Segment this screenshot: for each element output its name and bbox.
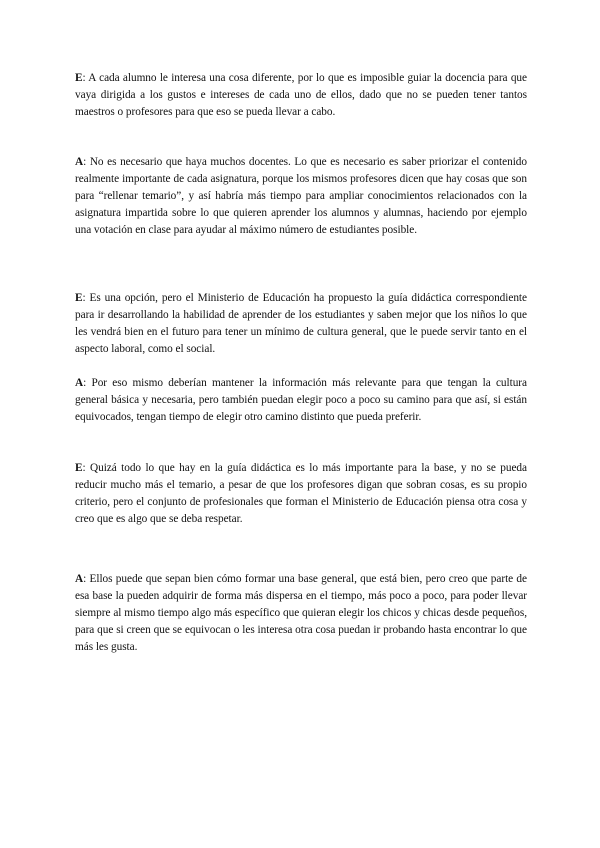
dialogue-paragraph bbox=[75, 154, 527, 239]
speaker-label: A bbox=[75, 156, 84, 168]
speaker-label: E bbox=[75, 462, 83, 474]
speaker-label: E bbox=[75, 72, 83, 84]
dialogue-paragraph bbox=[75, 375, 527, 426]
paragraph-text: : Es una opción, pero el Ministerio de Educación ha propuesto la guía didáctica correspondiente para ir desarrollando la habilidad de aprender de los estudiantes y saben mejor que los niños lo que les vendrá bien en el futuro para tener un mínimo de cultura general, que le puede servir tanto en el aspecto laboral, como el social. bbox=[75, 292, 527, 355]
speaker-label: E bbox=[75, 292, 83, 304]
paragraph-text: : No es necesario que haya muchos docentes. Lo que es necesario es saber priorizar el contenido realmente importante de cada asignatura, porque los mismos profesores dicen que hay cosas que son para “rellenar temario”, y así habría más tiempo para ampliar conocimientos relacionados con la asignatura impartida sobre lo que quieren aprender los alumnos y alumnas, haciendo por ejemplo una votación en clase para ayudar al máximo número de estudiantes posible. bbox=[75, 156, 527, 236]
paragraph-text: : Por eso mismo deberían mantener la información más relevante para que tengan la cultura general básica y necesaria, pero también puedan elegir poco a poco su camino para que así, si están equivocados, tengan tiempo de elegir otro camino distinto que pueda preferir. bbox=[75, 377, 527, 423]
dialogue-paragraph bbox=[75, 571, 527, 656]
speaker-label: A bbox=[75, 573, 84, 585]
dialogue-paragraph bbox=[75, 70, 527, 121]
paragraph-text: : A cada alumno le interesa una cosa diferente, por lo que es imposible guiar la docencia para que vaya dirigida a los gustos e intereses de cada uno de ellos, dado que no se pueden tener tantos maestros o profesores para que eso se pueda llevar a cabo. bbox=[75, 72, 527, 118]
paragraph-text: : Ellos puede que sepan bien cómo formar una base general, que está bien, pero creo que parte de esa base la pueden adquirir de forma más dispersa en el tiempo, más poco a poco, para poder llevar siempre al mismo tiempo algo más específico que quieran elegir los chicos y chicas desde pequeños, para que si creen que se equivocan o les interesa otra cosa puedan ir probando hasta encontrar lo que más les gusta. bbox=[75, 573, 527, 653]
paragraph-text: : Quizá todo lo que hay en la guía didáctica es lo más importante para la base, y no se pueda reducir mucho más el temario, a pesar de que los profesores digan que sobran cosas, es su propio criterio, pero el conjunto de profesionales que forman el Ministerio de Educación piensa otra cosa y creo que es algo que se deba respetar. bbox=[75, 462, 527, 525]
speaker-label: A bbox=[75, 377, 84, 389]
dialogue-paragraph bbox=[75, 290, 527, 358]
dialogue-paragraph bbox=[75, 460, 527, 528]
